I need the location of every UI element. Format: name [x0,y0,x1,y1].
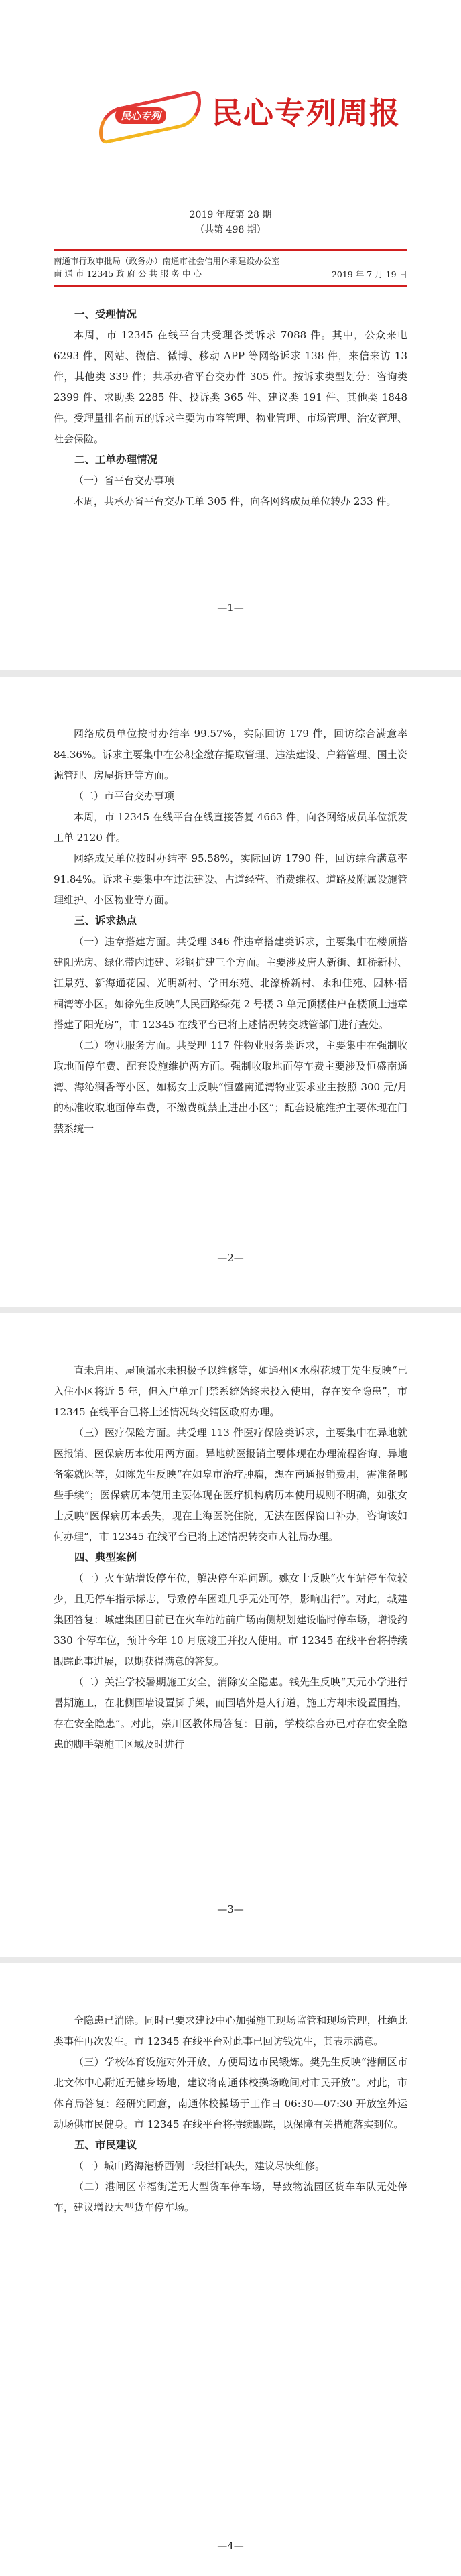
paragraph-suggestion-1: （一）城山路海港桥西侧一段栏杆缺失，建议尽快维修。 [74,2160,326,2172]
masthead [54,0,407,200]
total-issue-number: （共第 498 期） [195,224,266,235]
page-1-content [54,304,407,512]
paragraph-hot-2-cont: 直未启用、屋顶漏水未积极予以维修等，如通州区水榭花城丁先生反映“已入住小区将近 5 年，但入户单元门禁系统始终未投入使用，存在安全隐患”，市 12345 在线平台已将上述情况转交辖区政府办理。 [54,1364,407,1418]
paragraph-city-2: 网络成员单位按时办结率 95.58%，实际回访 1790 件，回访综合满意率 91.84%。诉求主要集中在违法建设、占道经营、消费维权、道路及附属设施管理维护、小区物业等方面。 [54,852,407,906]
section-heading-work: 二、工单办理情况 [74,454,158,466]
page-number: —2— [217,1252,244,1264]
issue-info [54,208,407,237]
paragraph-receive: 本周，市 12345 在线平台共受理各类诉求 7088 件。其中，公众来电 6293 件，网站、微信、微博、移动 APP 等网络诉求 138 件，来信来访 13 件，其他类 339 件；共承办省平台交办件 305 件。按诉求类型划分：咨询类 2399 件、求助类 2285 件、投诉类 365 件、建议类 191 件、其他类 1848 件。受理量排名前五的诉求主要为市容管理、物业管理、市场管理、治安管理、社会保险。 [54,329,407,445]
page-3-content [54,1313,407,1755]
page-4-content [54,1963,407,2218]
paragraph-case-3: （三）学校体育设施对外开放，方便周边市民锻炼。樊先生反映“港闸区市北文体中心附近无健身场地，建议将南通体校操场晚间对市民开放”。对此，市体育局答复：经研究同意，南通体校操场于工作日 06:30—07:30 开放室外运动场供市民健身。市 12345 在线平台将持续跟踪，以保障有关措施落实到位。 [54,2056,407,2130]
section-heading-hot: 三、诉求热点 [74,915,137,927]
paragraph-province: 本周，共承办省平台交办工单 305 件，向各网络成员单位转办 233 件。 [74,495,397,507]
page-1 [0,0,461,670]
page-number: —1— [217,602,244,614]
issue-number: 2019 年度第 28 期 [189,210,272,220]
paragraph-suggestion-2: （二）港闸区幸福街道无大型货车停车场，导致物流园区货车车队无处停车，建议增设大型货车停车场。 [54,2181,407,2213]
paragraph-hot-3: （三）医疗保险方面。共受理 113 件医疗保险类诉求，主要集中在异地就医报销、医保病历本使用两方面。异地就医报销主要体现在办理流程咨询、异地备案就医等，如陈先生反映“在如皋市治疗肿瘤，想在南通报销费用，需准备哪些手续”；医保病历本使用主要体现在医疗机构病历本使用规则不明确，如张女士反映“医保病历本丢失，现在上海医院住院，无法在医保窗口补办，咨询该如何办理”，市 12345 在线平台已将上述情况转交市人社局办理。 [54,1427,407,1543]
paragraph-case-1: （一）火车站增设停车位，解决停车难问题。姚女士反映“火车站停车位较少，且无停车指示标志，导致停车困难几乎无处可停，影响出行”。对此，城建集团答复：城建集团目前已在火车站站前广场南侧规划建设临时停车场，增设约 330 个停车位，预计今年 10 月底竣工并投入使用。市 12345 在线平台将持续跟踪此事进展，以期获得满意的答复。 [54,1572,407,1667]
paragraph-case-2-cont: 全隐患已消除。同时已要求建设中心加强施工现场监管和现场管理，杜绝此类事件再次发生。市 12345 在线平台对此事已回访钱先生，其表示满意。 [54,2014,407,2047]
subheading-province: （一）省平台交办事项 [74,474,175,487]
section-heading-receive: 一、受理情况 [74,308,137,320]
section-heading-case: 四、典型案例 [74,1551,137,1563]
subheading-city: （二）市平台交办事项 [74,790,175,802]
page-3 [0,1313,461,1957]
page-number: —4— [217,2540,244,2552]
org-line-2: 南 通 市 12345 政 府 公 共 服 务 中 心 [54,269,202,279]
page-4 [0,1963,461,2576]
page-2-content [54,677,407,1139]
paragraph-city: 本周，市 12345 在线平台在线直接答复 4663 件，向各网络成员单位派发工单 2120 件。 [54,811,407,844]
publish-date: 2019 年 7 月 19 日 [331,269,407,279]
org-line-1: 南通市行政审批局（政务办）南通市社会信用体系建设办公室 [54,256,280,266]
paragraph-hot-2: （二）物业服务方面。共受理 117 件物业服务类诉求，主要集中在强制收取地面停车费、配套设施维护两方面。强制收取地面停车费主要涉及恒盛南通湾、海沁澜香等小区，如杨女士反映“恒盛南通湾物业要求业主按照 300 元/月的标准收取地面停车费，不缴费就禁止进出小区”；配套设施维护主要体现在门禁系统一 [54,1039,407,1135]
masthead-title: 民心专列周报 [212,95,401,131]
logo-text: 民心专列 [115,107,166,124]
paragraph-province-cont: 网络成员单位按时办结率 99.57%，实际回访 179 件，回访综合满意率 84.36%。诉求主要集中在公积金缴存提取管理、违法建设、户籍管理、国土资源管理、房屋拆迁等方面。 [54,728,407,781]
publisher-header [54,249,407,284]
logo [96,94,210,134]
page-2 [0,677,461,1307]
page-number: —3— [217,1903,244,1915]
header-rule [54,285,407,287]
section-heading-suggest: 五、市民建议 [74,2139,137,2151]
paragraph-hot-1: （一）违章搭建方面。共受理 346 件违章搭建类诉求，主要集中在楼顶搭建阳光房、绿化带内违建、彩钢扩建三个方面。主要涉及唐人新街、虹桥新村、江景苑、新海通花园、光明新村、学田东苑、北濠桥新村、永和佳苑、园林·梧桐湾等小区。如徐先生反映“人民西路绿苑 2 号楼 3 单元顶楼住户在楼顶上违章搭建了阳光房”，市 12345 在线平台已将上述情况转交城管部门进行查处。 [54,936,407,1031]
paragraph-case-2: （二）关注学校暑期施工安全，消除安全隐患。钱先生反映“天元小学进行暑期施工，在北侧围墙设置脚手架，而围墙外是人行道，施工方却未设置围挡，存在安全隐患”。对此，崇川区教体局答复：目前，学校综合办已对存在安全隐患的脚手架施工区域及时进行 [54,1676,407,1750]
